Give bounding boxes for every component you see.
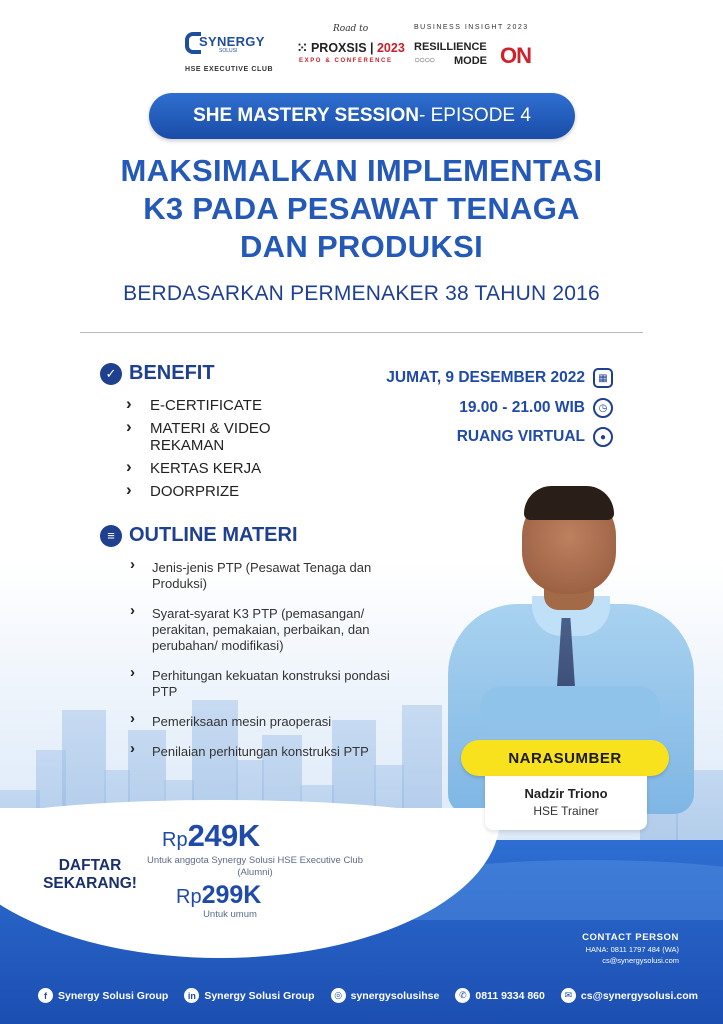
whatsapp-icon: ✆ xyxy=(455,988,470,1003)
proxsis-logo xyxy=(297,24,405,72)
footer-instagram[interactable] xyxy=(331,988,440,1003)
currency: Rp xyxy=(176,886,202,908)
member-price-value: 249K xyxy=(187,818,260,853)
contact-person xyxy=(582,932,679,965)
event-subtitle: BERDASARKAN PERMENAKER 38 TAHUN 2016 xyxy=(123,282,600,305)
speaker-name: Nadzir Triono xyxy=(524,786,608,801)
speaker-badge: NARASUMBER xyxy=(461,740,669,776)
location-pin-icon: ● xyxy=(593,427,613,447)
footer-linkedin-text: Synergy Solusi Group xyxy=(204,989,315,1002)
contact-title: CONTACT PERSON xyxy=(582,932,679,943)
partner-logos xyxy=(0,22,723,74)
social-footer xyxy=(38,988,698,1003)
check-circle-icon: ✓ xyxy=(100,363,122,385)
general-price xyxy=(176,881,261,910)
benefit-list xyxy=(126,397,336,506)
insight-resilience: RESILLIENCE xyxy=(414,41,487,53)
title-line: DAN PRODUKSI xyxy=(239,229,483,264)
list-item: › Perhitungan kekuatan konstruksi pondasi PTP xyxy=(130,668,415,700)
event-time xyxy=(459,398,613,418)
synergy-sub: SOLUSI xyxy=(219,48,238,54)
event-place-text: RUANG VIRTUAL xyxy=(456,428,585,445)
list-item: › DOORPRIZE xyxy=(126,483,336,500)
event-date-text: JUMAT, 9 DESEMBER 2022 xyxy=(386,369,585,386)
title-line: K3 PADA PESAWAT TENAGA xyxy=(143,191,580,226)
proxsis-year: 2023 xyxy=(376,41,405,55)
facebook-icon: f xyxy=(38,988,53,1003)
insight-mode: MODE xyxy=(454,55,487,67)
event-place xyxy=(457,427,613,447)
speaker-role: HSE Trainer xyxy=(533,804,599,818)
session-name: SHE MASTERY SESSION xyxy=(193,105,420,126)
contact-phone[interactable]: HANA: 0811 1797 484 (WA) xyxy=(585,945,679,954)
proxsis-expo: EXPO & CONFERENCE xyxy=(299,58,393,64)
insight-on: ON xyxy=(500,43,531,68)
business-insight-logo xyxy=(414,24,539,72)
synergy-logo xyxy=(185,32,285,72)
list-item: › MATERI & VIDEO REKAMAN xyxy=(126,420,336,454)
footer-whatsapp[interactable] xyxy=(455,988,545,1003)
session-episode: - EPISODE 4 xyxy=(419,105,531,126)
general-price-value: 299K xyxy=(201,881,262,909)
email-icon: ✉ xyxy=(561,988,576,1003)
list-item: › Penilaian perhitungan konstruksi PTP xyxy=(130,744,415,760)
event-date xyxy=(386,368,613,388)
footer-instagram-text: synergysolusihse xyxy=(350,989,440,1002)
title-line: MAKSIMALKAN IMPLEMENTASI xyxy=(120,153,603,188)
list-circle-icon: ≡ xyxy=(100,525,122,547)
footer-email[interactable] xyxy=(561,988,698,1003)
currency: Rp xyxy=(162,829,188,851)
synergy-club: HSE EXECUTIVE CLUB xyxy=(185,66,274,73)
footer-linkedin[interactable] xyxy=(184,988,314,1003)
proxsis-dots-icon: ⁙ xyxy=(297,41,311,55)
list-item: › KERTAS KERJA xyxy=(126,460,336,477)
instagram-icon: ◎ xyxy=(331,988,346,1003)
proxsis-road: Road to xyxy=(333,24,369,34)
speaker-card xyxy=(485,776,647,830)
benefit-heading xyxy=(100,362,215,385)
insight-title: BUSINESS INSIGHT 2023 xyxy=(414,24,529,31)
session-pill xyxy=(149,93,575,139)
outline-list xyxy=(130,560,415,774)
synergy-name: SYNERGY xyxy=(199,34,265,49)
outline-heading xyxy=(100,524,298,547)
insight-circles-icon: ○○○○ xyxy=(414,55,435,66)
footer-facebook-text: Synergy Solusi Group xyxy=(58,989,169,1002)
clock-icon: ◷ xyxy=(593,398,613,418)
calendar-icon: ▦ xyxy=(593,368,613,388)
footer-facebook[interactable] xyxy=(38,988,168,1003)
member-price-note: Untuk anggota Synergy Solusi HSE Executive Club (Alumni) xyxy=(147,855,363,878)
list-item: › E-CERTIFICATE xyxy=(126,397,336,414)
event-time-text: 19.00 - 21.00 WIB xyxy=(459,399,585,416)
list-item: › Jenis-jenis PTP (Pesawat Tenaga dan Produksi) xyxy=(130,560,415,592)
outline-heading-text: OUTLINE MATERI xyxy=(129,524,298,546)
event-title xyxy=(40,152,683,266)
linkedin-icon: in xyxy=(184,988,199,1003)
divider xyxy=(80,332,643,333)
proxsis-name: ⁙ PROXSIS | 2023 xyxy=(297,41,405,55)
benefit-heading-text: BENEFIT xyxy=(129,362,215,384)
list-item: › Pemeriksaan mesin praoperasi xyxy=(130,714,415,730)
contact-email[interactable]: cs@synergysolusi.com xyxy=(602,956,679,965)
proxsis-name-text: PROXSIS xyxy=(310,41,367,55)
footer-email-text: cs@synergysolusi.com xyxy=(580,989,698,1002)
member-price xyxy=(162,818,260,854)
footer-whatsapp-text: 0811 9334 860 xyxy=(475,989,545,1002)
register-cta[interactable]: DAFTAR SEKARANG! xyxy=(43,857,137,892)
list-item: › Syarat-syarat K3 PTP (pemasangan/ perakitan, pemakaian, perbaikan, dan perubahan/ modifikasi) xyxy=(130,606,415,654)
general-price-note: Untuk umum xyxy=(203,909,257,920)
